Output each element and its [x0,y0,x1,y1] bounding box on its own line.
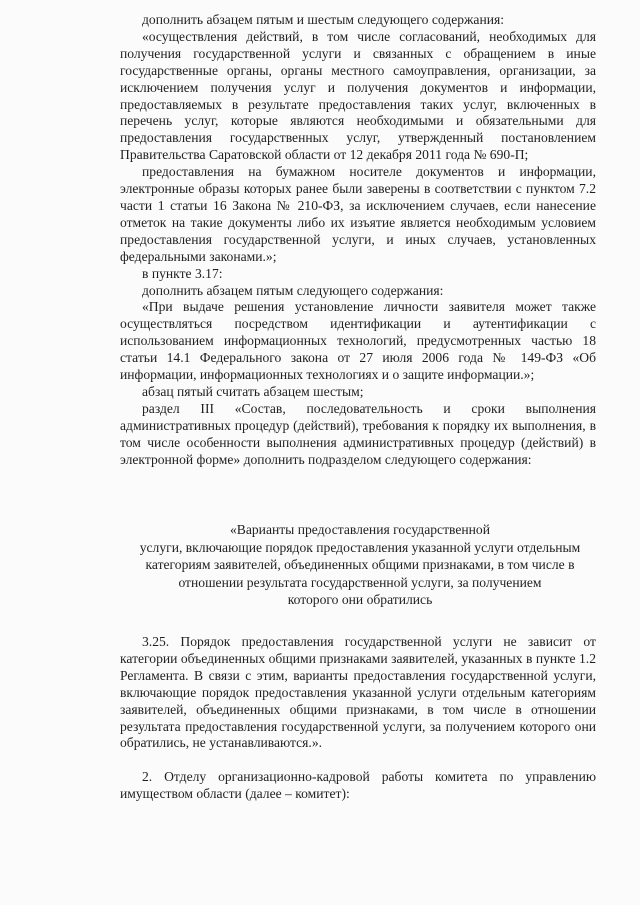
heading-line-3: категориям заявителей, объединенных общими признаками, в том числе в [145,557,575,572]
paragraph-section-iii: раздел III «Состав, последовательность и сроки выполнения административных процедур (действий), требования к порядку их выполнения, в том числе особенности выполнения административных процедур (действий) в электронной форме» дополнить подразделом следующего содержания: [120,400,596,467]
paragraph-identity: «При выдаче решения установление личности заявителя может также осуществляться посредством идентификации и аутентификации с использованием информационных технологий, предусмотренных частью 18 статьи 14.1 Федерального закона от 27 июля 2006 года № 149-ФЗ «Об информации, информационных технологиях и о защите информации.»; [120,299,596,383]
section-2 [120,769,596,803]
paragraph-amend-5-6: дополнить абзацем пятым и шестым следующего содержания: [142,12,505,27]
heading-line-2: услуги, включающие порядок предоставления указанной услуги отдельным [139,539,581,555]
paragraph-point-317: в пункте 3.17: [142,265,223,281]
document-body [120,12,596,468]
section-325 [120,634,596,752]
heading-line-1: «Варианты предоставления государственной [229,522,491,537]
paragraph-renumber: абзац пятый считать абзацем шестым; [142,383,364,399]
heading-line-5: которого они обратились [287,592,433,607]
paragraph-paper-documents: предоставления на бумажном носителе документов и информации, электронные образы которых ранее были заверены в соответствии с пунктом 7.2 части 1 статьи 16 Закона № 210-ФЗ, за исключением случаев, если нанесение отметок на такие документы либо их изъятие является необходимым условием предоставления государственной услуги, и иных случаев, установленных федеральными законами.»; [120,164,596,264]
paragraph-325: 3.25. Порядок предоставления государственной услуги не зависит от категории объединенных общими признаками заявителей, указанных в пункте 1.2 Регламента. В связи с этим, варианты предоставления государственной услуги, включающие порядок предоставления указанной услуги отдельным категориям заявителей, объединенных общими признаками, в том числе в отношении результата предоставления государственной услуги, за получением которого они обратились, не устанавливаются.». [120,634,596,751]
paragraph-amend-5: дополнить абзацем пятым следующего содержания: [142,282,444,298]
subsection-heading [100,521,620,609]
heading-line-4: отношении результата государственной услуги, за получением [178,574,542,590]
paragraph-2: 2. Отделу организационно-кадровой работы комитета по управлению имуществом области (далее – комитет): [120,769,596,801]
paragraph-quote-actions: «осуществления действий, в том числе согласований, необходимых для получения государственной услуги и связанных с обращением в иные государственные органы, органы местного самоуправления, организации, за исключением получения услуг и получения документов и информации, предоставляемых в результате предоставления таких услуг, включенных в перечень услуг, которые являются необходимыми и обязательными для предоставления государственных услуг, утвержденный постановлением Правительства Саратовской области от 12 декабря 2011 года № 690-П; [120,28,596,163]
